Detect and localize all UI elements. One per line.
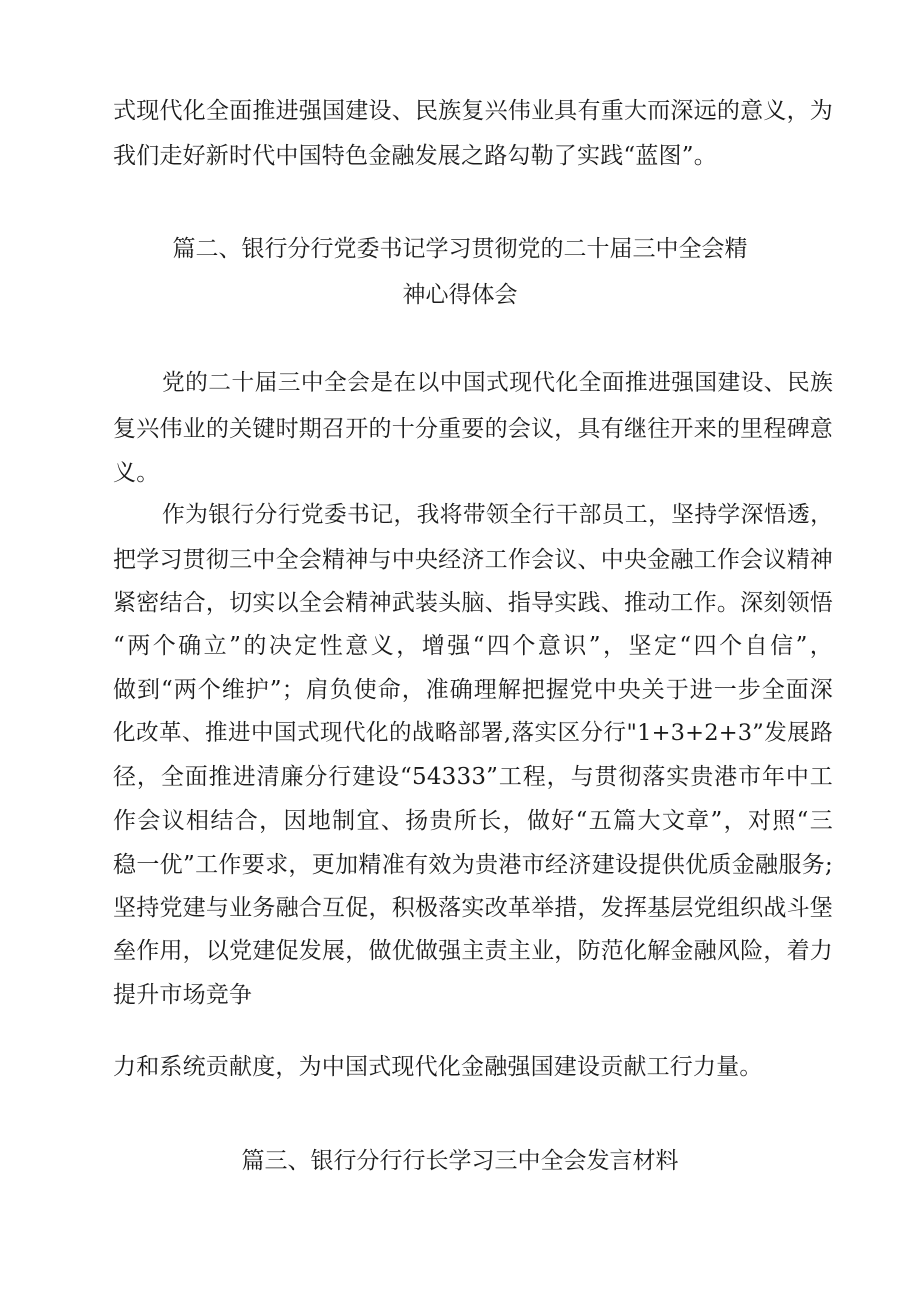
body-text-line: 复兴伟业的关键时期召开的十分重要的会议，具有继往开来的里程碑意 [113,416,833,442]
body-text-line: 我们走好新时代中国特色金融发展之路勾勒了实践“蓝图”。 [113,143,717,169]
body-text-line: 稳一优”工作要求，更加精准有效为贵港市经济建设提供优质金融服务; [113,852,833,878]
body-text-line: 党的二十届三中全会是在以中国式现代化全面推进强国建设、民族 [162,370,833,396]
body-text-line: 径，全面推进清廉分行建设“54333”工程，与贯彻落实贵港市年中工 [113,764,833,790]
body-text-line: 力和系统贡献度，为中国式现代化金融强国建设贡献工行力量。 [113,1054,763,1080]
body-text-line: 作会议相结合，因地制宜、扬贵所长，做好“五篇大文章”，对照“三 [113,808,833,834]
body-text-line: 化改革、推进中国式现代化的战略部署,落实区分行"1+3+2+3”发展路 [113,720,833,746]
body-text-line: 把学习贯彻三中全会精神与中央经济工作会议、中央金融工作会议精神 [113,547,833,573]
body-text-line: 垒作用，以党建促发展，做优做强主责主业，防范化解金融风险，着力 [113,938,833,964]
body-text-line: 做到“两个维护”；肩负使命，准确理解把握党中央关于进一步全面深 [113,677,833,703]
section-heading: 篇二、银行分行党委书记学习贯彻党的二十届三中全会精 [172,236,748,262]
section-heading: 篇三、银行分行行长学习三中全会发言材料 [241,1148,679,1174]
body-text-line: 式现代化全面推进强国建设、民族复兴伟业具有重大而深远的意义，为 [113,98,833,124]
body-text-line: “两个确立”的决定性意义，增强“四个意识”，坚定“四个自信”， [113,633,833,659]
body-text-line: 提升市场竞争 [113,982,253,1008]
body-text-line: 紧密结合，切实以全会精神武装头脑、指导实践、推动工作。深刻领悟 [113,590,833,616]
body-text-line: 作为银行分行党委书记，我将带领全行干部员工，坚持学深悟透， [162,502,833,528]
section-heading: 神心得体会 [402,282,518,308]
body-text-line: 坚持党建与业务融合互促，积极落实改革举措，发挥基层党组织战斗堡 [113,895,833,921]
body-text-line: 义。 [113,460,160,486]
